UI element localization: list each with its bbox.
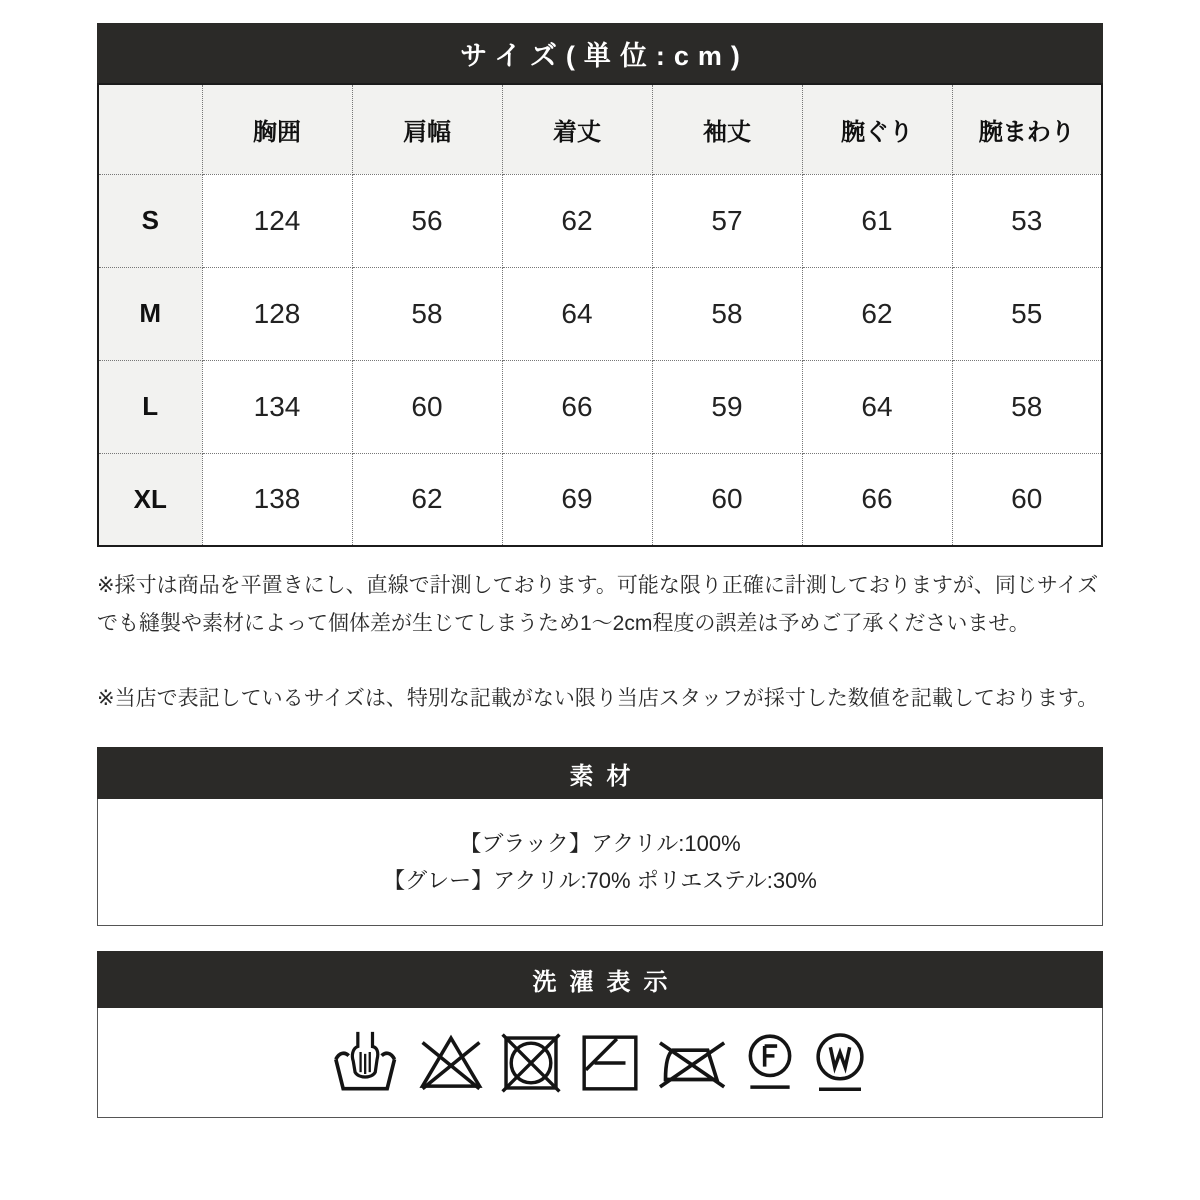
material-line-black: 【ブラック】アクリル:100%: [459, 831, 741, 856]
cell-value: 66: [802, 453, 952, 546]
cell-value: 58: [352, 267, 502, 360]
cell-value: 59: [652, 360, 802, 453]
cell-value: 64: [502, 267, 652, 360]
size-section-title: サイズ(単位:cm): [460, 40, 749, 71]
cell-value: 61: [802, 174, 952, 267]
size-section-header: [97, 23, 1103, 83]
do-not-iron-icon: [658, 1030, 728, 1096]
column-header-sleeve: 袖丈: [652, 84, 802, 174]
material-details: [97, 799, 1103, 926]
dry-clean-petroleum-gentle-icon: [745, 1030, 795, 1096]
row-label: S: [98, 174, 202, 267]
hand-wash-icon: [332, 1030, 402, 1096]
measurement-notes: [97, 567, 1103, 718]
laundry-icons-row: [97, 1008, 1103, 1118]
column-header-armhole: 腕ぐり: [802, 84, 952, 174]
column-header-arm-around: 腕まわり: [952, 84, 1102, 174]
column-header-chest: 胸囲: [202, 84, 352, 174]
material-section-header: [97, 747, 1103, 799]
cell-value: 62: [352, 453, 502, 546]
cell-value: 138: [202, 453, 352, 546]
note-staff-measured: ※当店で表記しているサイズは、特別な記載がない限り当店スタッフが採寸した数値を記載しております。: [97, 687, 1099, 710]
do-not-bleach-icon: [419, 1030, 483, 1096]
cell-value: 58: [952, 360, 1102, 453]
row-label: M: [98, 267, 202, 360]
cell-value: 60: [652, 453, 802, 546]
cell-value: 62: [502, 174, 652, 267]
laundry-section: [97, 951, 1103, 1118]
product-spec-sheet: [97, 23, 1103, 1118]
material-section-title: 素材: [569, 762, 644, 790]
cell-value: 69: [502, 453, 652, 546]
column-header-shoulder: 肩幅: [352, 84, 502, 174]
cell-value: 60: [952, 453, 1102, 546]
material-line-gray: 【グレー】アクリル:70% ポリエステル:30%: [383, 868, 817, 893]
laundry-section-header: [97, 951, 1103, 1008]
size-table: [97, 83, 1103, 547]
cell-value: 128: [202, 267, 352, 360]
cell-value: 58: [652, 267, 802, 360]
cell-value: 55: [952, 267, 1102, 360]
table-row-xl: [98, 453, 1102, 546]
cell-value: 53: [952, 174, 1102, 267]
cell-value: 57: [652, 174, 802, 267]
laundry-section-title: 洗濯表示: [532, 969, 681, 996]
table-row-l: [98, 360, 1102, 453]
table-row-m: [98, 267, 1102, 360]
dry-flat-in-shade-icon: [579, 1030, 641, 1096]
row-label: XL: [98, 453, 202, 546]
cell-value: 134: [202, 360, 352, 453]
cell-value: 56: [352, 174, 502, 267]
do-not-tumble-dry-icon: [500, 1030, 562, 1096]
cell-value: 66: [502, 360, 652, 453]
column-header-length: 着丈: [502, 84, 652, 174]
cell-value: 60: [352, 360, 502, 453]
wet-clean-gentle-icon: [812, 1030, 868, 1096]
material-section: [97, 747, 1103, 926]
cell-value: 62: [802, 267, 952, 360]
size-table-corner-cell: [98, 84, 202, 174]
row-label: L: [98, 360, 202, 453]
cell-value: 64: [802, 360, 952, 453]
size-table-header-row: [98, 84, 1102, 174]
cell-value: 124: [202, 174, 352, 267]
note-measurement-tolerance: ※採寸は商品を平置きにし、直線で計測しております。可能な限り正確に計測しておりますが、同じサイズでも縫製や素材によって個体差が生じてしまうため1〜2cm程度の誤差は予めご了承くださいませ。: [97, 574, 1099, 635]
table-row-s: [98, 174, 1102, 267]
